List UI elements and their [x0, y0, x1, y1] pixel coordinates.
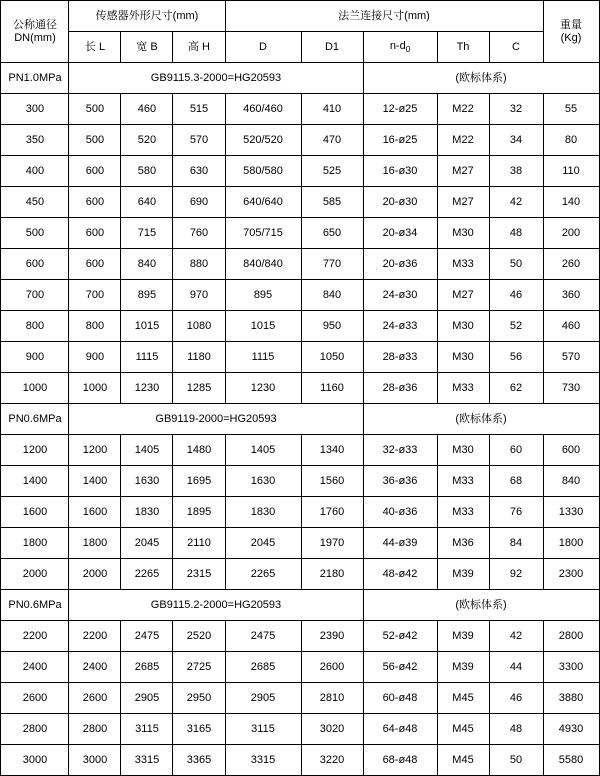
cell-c: 42: [489, 187, 543, 218]
cell-dn: 450: [1, 187, 69, 218]
cell-dn: 400: [1, 156, 69, 187]
cell-weight: 840: [543, 466, 599, 497]
cell-n-d0: 52-ø42: [363, 621, 437, 652]
cell-th: M45: [437, 683, 489, 714]
table-row: [1, 683, 599, 714]
cell-d: 1230: [225, 373, 301, 404]
cell-dn: 3000: [1, 745, 69, 776]
cell-th: M45: [437, 714, 489, 745]
cell-weight: 730: [543, 373, 599, 404]
cell-weight: 3300: [543, 652, 599, 683]
cell-dn: 800: [1, 311, 69, 342]
header-dn: [1, 1, 69, 63]
section-header-row: [1, 404, 599, 435]
header-weight-line2: (Kg): [560, 31, 582, 44]
cell-th: M33: [437, 373, 489, 404]
table-row: [1, 745, 599, 776]
cell-d1: 1340: [301, 435, 363, 466]
cell-d1: 1760: [301, 497, 363, 528]
cell-dn: 1200: [1, 435, 69, 466]
cell-length: 500: [69, 125, 121, 156]
cell-width: 2475: [121, 621, 173, 652]
section-note-label: (欧标体系): [363, 63, 599, 94]
table-row: [1, 435, 599, 466]
cell-c: 76: [489, 497, 543, 528]
cell-d: 2045: [225, 528, 301, 559]
cell-n-d0: 40-ø36: [363, 497, 437, 528]
cell-width: 1015: [121, 311, 173, 342]
cell-dn: 2800: [1, 714, 69, 745]
cell-weight: 360: [543, 280, 599, 311]
cell-d: 2685: [225, 652, 301, 683]
table-row: [1, 497, 599, 528]
cell-c: 84: [489, 528, 543, 559]
cell-d: 2265: [225, 559, 301, 590]
cell-d: 1630: [225, 466, 301, 497]
cell-height: 2110: [173, 528, 225, 559]
cell-weight: 600: [543, 435, 599, 466]
cell-th: M39: [437, 621, 489, 652]
cell-c: 50: [489, 745, 543, 776]
cell-th: M30: [437, 342, 489, 373]
header-n-d0-main: n-d: [389, 39, 406, 52]
cell-d1: 2600: [301, 652, 363, 683]
table-row: [1, 466, 599, 497]
cell-c: 32: [489, 94, 543, 125]
cell-length: 1200: [69, 435, 121, 466]
cell-width: 1115: [121, 342, 173, 373]
cell-d: 580/580: [225, 156, 301, 187]
cell-length: 600: [69, 218, 121, 249]
header-length: 长 L: [69, 32, 121, 63]
header-th: Th: [437, 32, 489, 63]
cell-dn: 500: [1, 218, 69, 249]
cell-d1: 410: [301, 94, 363, 125]
cell-d: 3315: [225, 745, 301, 776]
cell-height: 515: [173, 94, 225, 125]
cell-length: 800: [69, 311, 121, 342]
cell-dn: 1600: [1, 497, 69, 528]
section-pressure-label: PN1.0MPa: [1, 63, 69, 94]
cell-length: 700: [69, 280, 121, 311]
cell-d1: 950: [301, 311, 363, 342]
cell-width: 840: [121, 249, 173, 280]
cell-length: 2600: [69, 683, 121, 714]
cell-c: 44: [489, 652, 543, 683]
cell-d: 895: [225, 280, 301, 311]
cell-n-d0: 20-ø34: [363, 218, 437, 249]
section-note-label: (欧标体系): [363, 404, 599, 435]
cell-c: 34: [489, 125, 543, 156]
cell-height: 690: [173, 187, 225, 218]
cell-width: 715: [121, 218, 173, 249]
cell-width: 895: [121, 280, 173, 311]
cell-height: 1895: [173, 497, 225, 528]
cell-weight: 110: [543, 156, 599, 187]
cell-weight: 1800: [543, 528, 599, 559]
header-height: 高 H: [173, 32, 225, 63]
cell-length: 2400: [69, 652, 121, 683]
cell-length: 500: [69, 94, 121, 125]
table-row: [1, 714, 599, 745]
cell-c: 68: [489, 466, 543, 497]
section-standard-label: GB9115.3-2000=HG20593: [69, 63, 363, 94]
cell-d: 840/840: [225, 249, 301, 280]
table-header-group-row: [1, 1, 599, 32]
cell-n-d0: 20-ø36: [363, 249, 437, 280]
cell-d1: 470: [301, 125, 363, 156]
cell-n-d0: 32-ø33: [363, 435, 437, 466]
cell-weight: 4930: [543, 714, 599, 745]
table-row: [1, 373, 599, 404]
section-note-label: (欧标体系): [363, 590, 599, 621]
cell-dn: 1000: [1, 373, 69, 404]
cell-n-d0: 68-ø48: [363, 745, 437, 776]
cell-n-d0: 16-ø30: [363, 156, 437, 187]
cell-c: 42: [489, 621, 543, 652]
cell-height: 1480: [173, 435, 225, 466]
cell-height: 2520: [173, 621, 225, 652]
cell-height: 1285: [173, 373, 225, 404]
cell-length: 1600: [69, 497, 121, 528]
cell-height: 2950: [173, 683, 225, 714]
cell-dn: 900: [1, 342, 69, 373]
cell-weight: 260: [543, 249, 599, 280]
cell-width: 2045: [121, 528, 173, 559]
cell-width: 2265: [121, 559, 173, 590]
cell-d1: 585: [301, 187, 363, 218]
cell-length: 1400: [69, 466, 121, 497]
cell-height: 3165: [173, 714, 225, 745]
table-row: [1, 528, 599, 559]
cell-d1: 1160: [301, 373, 363, 404]
section-pressure-label: PN0.6MPa: [1, 404, 69, 435]
header-n-d0-subscript: 0: [405, 45, 411, 54]
cell-width: 640: [121, 187, 173, 218]
cell-weight: 1330: [543, 497, 599, 528]
cell-d: 640/640: [225, 187, 301, 218]
table-row: [1, 311, 599, 342]
cell-c: 52: [489, 311, 543, 342]
cell-length: 600: [69, 156, 121, 187]
cell-d1: 3020: [301, 714, 363, 745]
cell-weight: 2800: [543, 621, 599, 652]
cell-dn: 300: [1, 94, 69, 125]
header-d: D: [225, 32, 301, 63]
cell-length: 1800: [69, 528, 121, 559]
cell-c: 50: [489, 249, 543, 280]
cell-length: 600: [69, 249, 121, 280]
section-header-row: [1, 590, 599, 621]
cell-dn: 600: [1, 249, 69, 280]
cell-th: M22: [437, 125, 489, 156]
cell-n-d0: 20-ø30: [363, 187, 437, 218]
cell-n-d0: 24-ø30: [363, 280, 437, 311]
cell-n-d0: 28-ø33: [363, 342, 437, 373]
cell-height: 570: [173, 125, 225, 156]
cell-d1: 2390: [301, 621, 363, 652]
cell-height: 760: [173, 218, 225, 249]
cell-d1: 525: [301, 156, 363, 187]
header-weight: [543, 1, 599, 63]
cell-n-d0: 48-ø42: [363, 559, 437, 590]
cell-length: 600: [69, 187, 121, 218]
table-row: [1, 125, 599, 156]
cell-weight: 570: [543, 342, 599, 373]
header-sensor-group: 传感器外形尺寸(mm): [69, 1, 225, 32]
cell-width: 1830: [121, 497, 173, 528]
cell-th: M39: [437, 559, 489, 590]
section-pressure-label: PN0.6MPa: [1, 590, 69, 621]
cell-width: 580: [121, 156, 173, 187]
cell-width: 1230: [121, 373, 173, 404]
cell-n-d0: 24-ø33: [363, 311, 437, 342]
cell-dn: 2400: [1, 652, 69, 683]
cell-height: 1180: [173, 342, 225, 373]
cell-width: 1630: [121, 466, 173, 497]
cell-height: 630: [173, 156, 225, 187]
cell-n-d0: 60-ø48: [363, 683, 437, 714]
cell-c: 46: [489, 683, 543, 714]
cell-d: 2475: [225, 621, 301, 652]
cell-n-d0: 12-ø25: [363, 94, 437, 125]
cell-n-d0: 16-ø25: [363, 125, 437, 156]
cell-weight: 5580: [543, 745, 599, 776]
table-row: [1, 559, 599, 590]
table-row: [1, 621, 599, 652]
cell-d: 2905: [225, 683, 301, 714]
cell-weight: 460: [543, 311, 599, 342]
cell-c: 48: [489, 714, 543, 745]
cell-dn: 2600: [1, 683, 69, 714]
cell-d1: 3220: [301, 745, 363, 776]
cell-d: 1405: [225, 435, 301, 466]
cell-length: 3000: [69, 745, 121, 776]
cell-th: M27: [437, 280, 489, 311]
cell-weight: 80: [543, 125, 599, 156]
cell-th: M30: [437, 311, 489, 342]
table-row: [1, 187, 599, 218]
cell-length: 1000: [69, 373, 121, 404]
cell-height: 2725: [173, 652, 225, 683]
cell-c: 60: [489, 435, 543, 466]
cell-height: 1695: [173, 466, 225, 497]
table-row: [1, 280, 599, 311]
cell-d1: 1560: [301, 466, 363, 497]
cell-th: M33: [437, 466, 489, 497]
cell-n-d0: 28-ø36: [363, 373, 437, 404]
cell-c: 48: [489, 218, 543, 249]
table-row: [1, 652, 599, 683]
cell-width: 3115: [121, 714, 173, 745]
cell-d1: 2180: [301, 559, 363, 590]
table-row: [1, 94, 599, 125]
cell-d: 1015: [225, 311, 301, 342]
table-row: [1, 156, 599, 187]
table-row: [1, 249, 599, 280]
cell-length: 900: [69, 342, 121, 373]
cell-dn: 2000: [1, 559, 69, 590]
cell-c: 38: [489, 156, 543, 187]
cell-weight: 140: [543, 187, 599, 218]
cell-width: 520: [121, 125, 173, 156]
cell-th: M36: [437, 528, 489, 559]
cell-length: 2200: [69, 621, 121, 652]
header-dn-line1: 公称通径: [12, 18, 57, 31]
cell-height: 880: [173, 249, 225, 280]
cell-d1: 2810: [301, 683, 363, 714]
cell-d1: 840: [301, 280, 363, 311]
table-row: [1, 342, 599, 373]
cell-d: 3115: [225, 714, 301, 745]
cell-d: 1115: [225, 342, 301, 373]
cell-c: 92: [489, 559, 543, 590]
cell-height: 2315: [173, 559, 225, 590]
cell-d: 1830: [225, 497, 301, 528]
cell-dn: 1400: [1, 466, 69, 497]
cell-c: 46: [489, 280, 543, 311]
header-d1: D1: [301, 32, 363, 63]
cell-length: 2000: [69, 559, 121, 590]
section-header-row: [1, 63, 599, 94]
table-row: [1, 218, 599, 249]
cell-width: 3315: [121, 745, 173, 776]
cell-height: 3365: [173, 745, 225, 776]
section-standard-label: GB9119-2000=HG20593: [69, 404, 363, 435]
cell-height: 1080: [173, 311, 225, 342]
cell-width: 2685: [121, 652, 173, 683]
cell-d: 520/520: [225, 125, 301, 156]
cell-width: 460: [121, 94, 173, 125]
cell-weight: 3880: [543, 683, 599, 714]
section-standard-label: GB9115.2-2000=HG20593: [69, 590, 363, 621]
header-width: 宽 B: [121, 32, 173, 63]
cell-n-d0: 64-ø48: [363, 714, 437, 745]
cell-n-d0: 44-ø39: [363, 528, 437, 559]
header-c: C: [489, 32, 543, 63]
cell-dn: 700: [1, 280, 69, 311]
cell-th: M33: [437, 249, 489, 280]
cell-width: 1405: [121, 435, 173, 466]
table-header-sub-row: [1, 32, 599, 63]
header-weight-line1: 重量: [560, 18, 582, 31]
cell-th: M33: [437, 497, 489, 528]
cell-weight: 2300: [543, 559, 599, 590]
cell-th: M30: [437, 218, 489, 249]
cell-th: M30: [437, 435, 489, 466]
cell-weight: 200: [543, 218, 599, 249]
cell-d1: 1050: [301, 342, 363, 373]
cell-dn: 2200: [1, 621, 69, 652]
cell-th: M27: [437, 187, 489, 218]
header-flange-group: 法兰连接尺寸(mm): [225, 1, 543, 32]
cell-length: 2800: [69, 714, 121, 745]
cell-height: 970: [173, 280, 225, 311]
cell-dn: 1800: [1, 528, 69, 559]
cell-n-d0: 36-ø36: [363, 466, 437, 497]
cell-d1: 650: [301, 218, 363, 249]
cell-width: 2905: [121, 683, 173, 714]
cell-d: 705/715: [225, 218, 301, 249]
cell-c: 56: [489, 342, 543, 373]
cell-d1: 1970: [301, 528, 363, 559]
cell-th: M22: [437, 94, 489, 125]
header-n-d0: [363, 32, 437, 63]
cell-c: 62: [489, 373, 543, 404]
cell-d1: 770: [301, 249, 363, 280]
cell-weight: 55: [543, 94, 599, 125]
cell-th: M45: [437, 745, 489, 776]
cell-th: M27: [437, 156, 489, 187]
cell-dn: 350: [1, 125, 69, 156]
cell-n-d0: 56-ø42: [363, 652, 437, 683]
cell-th: M39: [437, 652, 489, 683]
header-dn-line2: DN(mm): [14, 31, 56, 44]
cell-d: 460/460: [225, 94, 301, 125]
